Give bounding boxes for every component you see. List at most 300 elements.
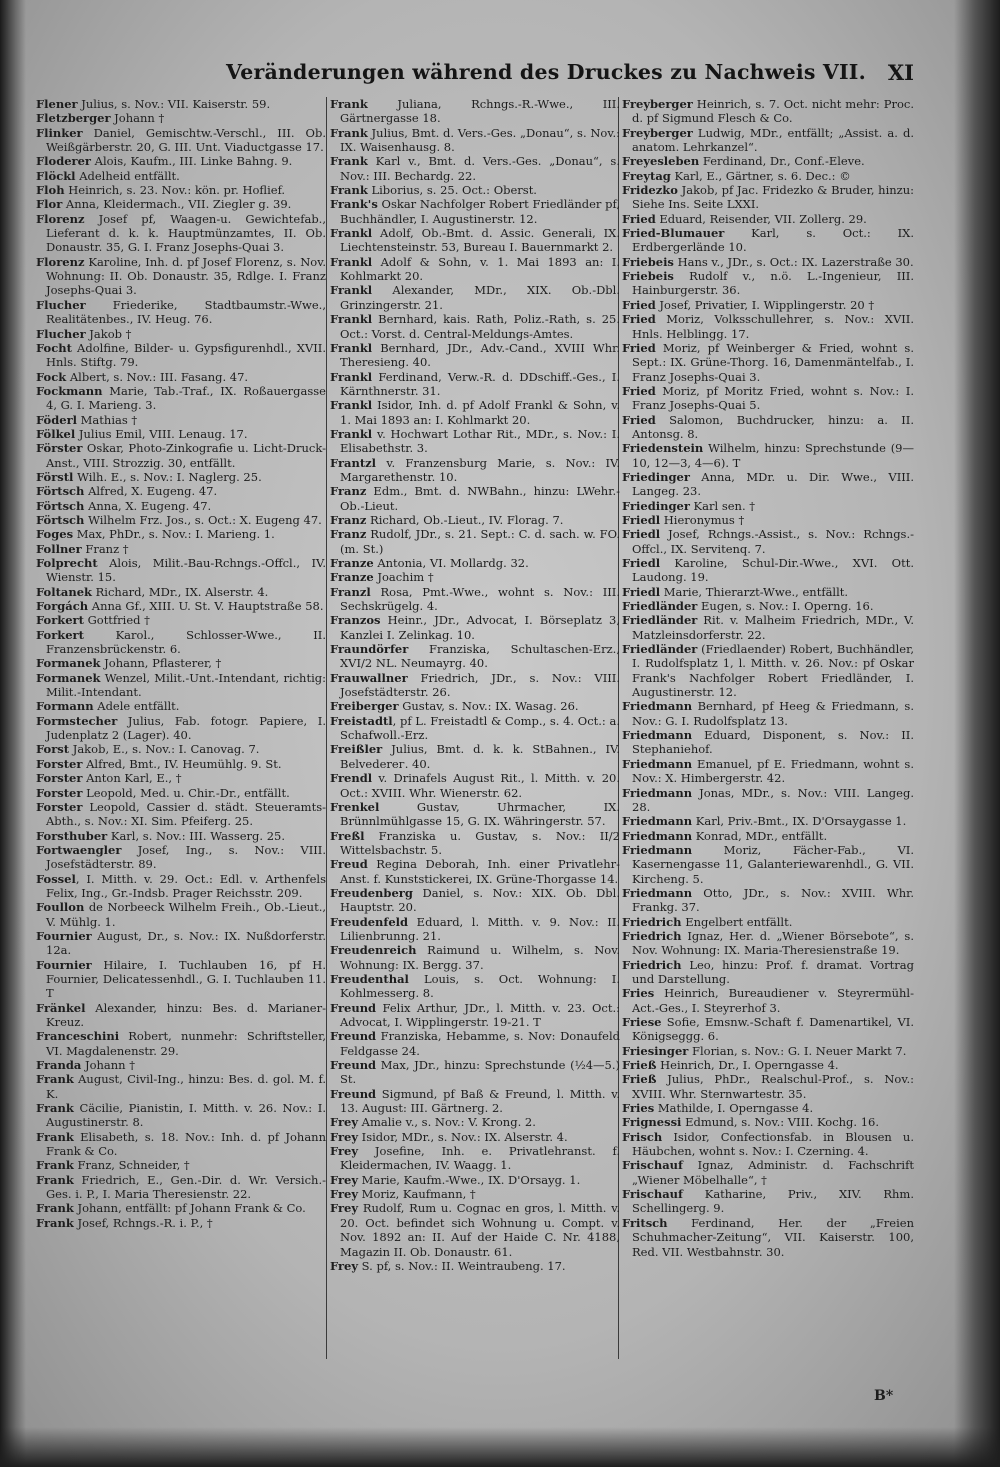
directory-entry	[330, 556, 620, 570]
entry-details: Alfred, X. Eugeng. 47.	[84, 484, 218, 499]
entry-surname: Frey	[330, 1258, 359, 1273]
entry-details: Johann, Pflasterer, †	[100, 656, 222, 671]
entry-details: Franz, Schneider, †	[73, 1158, 190, 1173]
entry-details: Anna, X. Eugeng. 47.	[84, 498, 212, 513]
entry-details: Friederike, Stadtbaumstr.-Wwe., Realitätenbes., IV. Heug. 76.	[46, 297, 326, 327]
directory-entry	[622, 915, 914, 929]
entry-details: Marie, Tab.-Traf., IX. Roßauergasse 4, G. I. Marieng. 3.	[46, 383, 326, 413]
directory-entry	[622, 312, 914, 341]
directory-entry	[36, 872, 326, 901]
entry-surname: Frendl	[330, 771, 373, 786]
entry-surname: Forkert	[36, 613, 84, 628]
entry-surname: Fournier	[36, 957, 92, 972]
directory-entry	[36, 384, 326, 413]
directory-entry	[36, 585, 326, 599]
directory-entry	[36, 212, 326, 255]
entry-details: Moriz, Kaufmann, †	[358, 1187, 476, 1202]
directory-entry	[622, 1115, 914, 1129]
directory-entry	[330, 1259, 620, 1273]
entry-surname: Fried	[622, 412, 656, 427]
directory-entry	[330, 886, 620, 915]
directory-entry	[36, 542, 326, 556]
directory-entry	[36, 1058, 326, 1072]
entry-surname: Fränkel	[36, 1000, 86, 1015]
entry-surname: Friedländer	[622, 642, 698, 657]
directory-entry	[330, 714, 620, 743]
directory-entry	[330, 771, 620, 800]
entry-details: Sofie, Emsnw.-Schaft f. Damenartikel, VI. Königseggg. 6.	[632, 1015, 914, 1044]
page-number: XI	[887, 60, 914, 85]
entry-details: Anna, Kleidermach., VII. Ziegler g. 39.	[62, 197, 292, 212]
entry-surname: Fries	[622, 986, 655, 1001]
entry-surname: Freyberger	[622, 125, 693, 140]
entry-details: Eugen, s. Nov.: I. Operng. 16.	[697, 599, 874, 614]
directory-entry	[622, 829, 914, 843]
entry-details: Edm., Bmt. d. NWBahn., hinzu: LWehr.-Ob.-Lieut.	[340, 484, 620, 513]
entry-details: Liborius, s. 25. Oct.: Oberst.	[367, 183, 537, 198]
directory-entry	[36, 470, 326, 484]
entry-details: Konrad, MDr., entfällt.	[692, 828, 828, 843]
directory-entry	[36, 786, 326, 800]
entries-column-2	[330, 97, 620, 1273]
entry-details: v. Drinafels August Rit., l. Mitth. v. 20. Oct.: XVIII. Whr. Wienerstr. 62.	[340, 771, 620, 800]
entry-details: Sigmund, pf Baß & Freund, l. Mitth. v. 13. August: III. Gärtnerg. 2.	[340, 1086, 620, 1116]
entry-details: Bernhard, pf Heeg & Friedmann, s. Nov.: G. I. Rudolfsplatz 13.	[632, 699, 914, 728]
entry-details: Ferdinand, Dr., Conf.-Eleve.	[699, 154, 865, 169]
directory-entry	[330, 915, 620, 944]
directory-entry	[36, 441, 326, 470]
directory-entry	[330, 226, 620, 255]
entry-details: Johann †	[110, 111, 165, 126]
entry-details: Alexander, MDr., XIX. Ob.-Dbl. Grinzingerstr. 21.	[340, 283, 620, 312]
entry-surname: Forkert	[36, 627, 84, 642]
entry-details: Wenzel, Milit.-Unt.-Intendant, richtig: Milit.-Intendant.	[46, 670, 326, 700]
directory-entry	[330, 398, 620, 427]
entry-surname: Florenz	[36, 254, 85, 269]
entry-surname: Franceschini	[36, 1029, 120, 1044]
entry-surname: Friedmann	[622, 785, 693, 800]
entry-details: Daniel, Gemischtw.-Verschl., III. Ob. Weißgärberstr. 20, G. III. Unt. Viaductgasse 17.	[46, 125, 326, 155]
entry-details: Otto, JDr., s. Nov.: XVIII. Whr. Frankg. 37.	[632, 885, 914, 915]
column-rule	[326, 97, 327, 1359]
entry-details: Jakob, E., s. Nov.: I. Canovag. 7.	[69, 742, 260, 757]
directory-entry	[330, 197, 620, 226]
entry-details: Felix Arthur, JDr., l. Mitth. v. 23. Oct.: Advocat, I. Wipplingerstr. 19-21. T	[340, 1000, 620, 1029]
directory-entry	[622, 843, 914, 886]
entry-surname: Forster	[36, 785, 83, 800]
entry-surname: Friedl	[622, 527, 661, 542]
entry-details: Alois, Kaufm., III. Linke Bahng. 9.	[91, 154, 293, 169]
directory-entry	[622, 183, 914, 212]
entry-details: Elisabeth, s. 18. Nov.: Inh. d. pf Johann Frank & Co.	[46, 1129, 326, 1159]
entry-surname: Friebeis	[622, 269, 674, 284]
directory-entry	[622, 642, 914, 699]
entry-surname: Friedinger	[622, 469, 690, 484]
directory-entry	[330, 154, 620, 183]
entry-surname: Frank	[330, 183, 368, 198]
entry-details: Rosa, Pmt.-Wwe., wohnt s. Nov.: III. Sechskrügelg. 4.	[340, 584, 620, 614]
entry-surname: Frey	[330, 1187, 359, 1202]
directory-entry	[36, 169, 326, 183]
entry-surname: Frey	[330, 1201, 359, 1216]
directory-entry	[622, 384, 914, 413]
entry-surname: Fock	[36, 369, 67, 384]
directory-entry	[36, 111, 326, 125]
directory-entry	[36, 699, 326, 713]
entry-details: Karl, E., Gärtner, s. 6. Dec.: ©	[670, 168, 851, 183]
directory-entry	[330, 456, 620, 485]
directory-entry	[330, 1173, 620, 1187]
entry-details: Julius, Bmt. d. Vers.-Ges. „Donau“, s. Nov.: IX. Waisenhausg. 8.	[340, 125, 620, 155]
directory-entry	[622, 699, 914, 728]
entry-surname: Frankl	[330, 283, 373, 298]
entry-surname: Folprecht	[36, 556, 98, 570]
entry-surname: Fries	[622, 1101, 655, 1116]
entry-surname: Frankl	[330, 398, 373, 413]
entry-surname: Foullon	[36, 900, 85, 915]
entry-details: Eduard, Disponent, s. Nov.: II. Stephaniehof.	[632, 728, 914, 757]
directory-entry	[36, 413, 326, 427]
directory-entry	[330, 1087, 620, 1116]
entry-details: Johann †	[81, 1058, 135, 1073]
directory-entry	[36, 757, 326, 771]
entry-details: Josef, Rchngs.-R. i. P., †	[73, 1215, 213, 1230]
entry-surname: Frankl	[330, 340, 373, 355]
entry-surname: Freund	[330, 1029, 377, 1044]
entry-surname: Friedenstein	[622, 441, 704, 456]
entry-surname: Fossel	[36, 871, 76, 886]
entry-details: Isidor, Inh. d. pf Adolf Frankl & Sohn, v. 1. Mai 1893 an: I. Kohlmarkt 20.	[340, 398, 620, 427]
directory-entry	[622, 169, 914, 183]
directory-entry	[36, 843, 326, 872]
entry-details: Hilaire, I. Tuchlauben 16, pf H. Fournier, Delicatessenhdl., G. I. Tuchlauben 11. T	[46, 957, 326, 1001]
entry-details: Oskar, Photo-Zinkografie u. Licht-Druck-Anst., VIII. Strozzig. 30, entfällt.	[46, 441, 326, 470]
entry-details: Leo, hinzu: Prof. f. dramat. Vortrag und Darstellung.	[632, 957, 914, 986]
directory-entry	[622, 1015, 914, 1044]
directory-entry	[330, 97, 620, 126]
directory-entry	[622, 413, 914, 442]
entries-column-1	[36, 97, 326, 1230]
directory-entry	[36, 1029, 326, 1058]
entry-surname: Fridezko	[622, 183, 678, 198]
page-header	[36, 60, 916, 90]
directory-entry	[36, 341, 326, 370]
entry-surname: Frank	[36, 1215, 74, 1230]
entry-details: Wilhelm, hinzu: Sprechstunde (9—10, 12—3, 4—6). T	[632, 441, 914, 470]
entry-surname: Follner	[36, 541, 82, 556]
entry-details: Rit. v. Malheim Friedrich, MDr., V. Matzleinsdorferstr. 22.	[632, 613, 914, 642]
directory-entry	[36, 829, 326, 843]
entry-details: Anton Karl, E., †	[82, 771, 182, 786]
entry-surname: Freistadtl	[330, 713, 393, 728]
directory-entry	[330, 255, 620, 284]
directory-entry	[36, 327, 326, 341]
entry-surname: Freund	[330, 1058, 377, 1073]
directory-entry	[36, 513, 326, 527]
directory-entry	[622, 226, 914, 255]
entry-surname: Flöckl	[36, 168, 76, 183]
entry-details: Bernhard, kais. Rath, Poliz.-Rath, s. 25. Oct.: Vorst. d. Central-Meldungs-Amtes.	[340, 312, 620, 341]
entry-surname: Fried-Blumauer	[622, 226, 725, 241]
entry-details: Regina Deborah, Inh. einer Privatlehr-Anst. f. Kunststickerei, IX. Grüne-Thorgasse 14.	[340, 857, 620, 886]
directory-entry	[622, 929, 914, 958]
entry-details: Julius Emil, VIII. Lenaug. 17.	[75, 426, 248, 441]
entry-details: Richard, MDr., IX. Alserstr. 4.	[91, 584, 269, 599]
entry-surname: Floderer	[36, 154, 91, 169]
entry-details: Juliana, Rchngs.-R.-Wwe., III. Gärtnergasse 18.	[340, 97, 620, 126]
entry-details: Anna Gf., XIII. U. St. V. Hauptstraße 58.	[88, 599, 324, 614]
entry-surname: Friedmann	[622, 814, 693, 829]
entry-surname: Foges	[36, 527, 74, 542]
entry-surname: Forster	[36, 799, 83, 814]
entry-surname: Friese	[622, 1015, 662, 1029]
entry-surname: Freßl	[330, 828, 365, 843]
entry-details: Karoline, Schul-Dir.-Wwe., XVI. Ott. Laudong. 19.	[632, 556, 914, 585]
entry-surname: Formstecher	[36, 713, 118, 728]
entry-surname: Friedinger	[622, 498, 690, 513]
entry-details: Marie, Kaufm.-Wwe., IX. D'Orsayg. 1.	[358, 1172, 581, 1187]
directory-entry	[330, 427, 620, 456]
entry-details: Johann, entfällt: pf Johann Frank & Co.	[73, 1201, 306, 1216]
directory-entry	[36, 1201, 326, 1215]
directory-entry	[36, 556, 326, 585]
entry-details: Alois, Milit.-Bau-Rchngs.-Offcl., IV. Wienstr. 15.	[46, 556, 326, 585]
entry-surname: Frey	[330, 1129, 359, 1144]
entry-surname: Frank	[330, 125, 368, 140]
entry-surname: Friedl	[622, 512, 661, 527]
entry-details: Gustav, s. Nov.: IX. Wasag. 26.	[398, 699, 579, 714]
entry-details: Moriz, Fächer-Fab., VI. Kasernengasse 11, Galanteriewarenhdl., G. VII. Kircheng. 5.	[632, 842, 914, 886]
directory-entry	[622, 212, 914, 226]
directory-entry	[622, 154, 914, 168]
entry-surname: Frank	[36, 1172, 74, 1187]
directory-entry	[36, 197, 326, 211]
directory-entry	[330, 527, 620, 556]
entry-surname: Fournier	[36, 928, 92, 943]
entry-details: Ignaz, Her. d. „Wiener Börsebote“, s. Nov. Wohnung: IX. Maria-Theresienstraße 19.	[632, 928, 914, 958]
directory-entry	[330, 642, 620, 671]
entry-details: Karl, s. Oct.: IX. Erdbergerlände 10.	[632, 226, 914, 255]
directory-entry	[36, 628, 326, 657]
entry-surname: Friedrich	[622, 957, 682, 972]
entry-details: Karl, s. Nov.: III. Wasserg. 25.	[107, 828, 285, 843]
directory-entry	[330, 1029, 620, 1058]
page-title: Veränderungen während des Druckes zu Nachweis VII.	[226, 60, 866, 84]
entry-surname: Fraundörfer	[330, 642, 409, 657]
entry-details: Gottfried †	[83, 613, 150, 628]
entry-surname: Freund	[330, 1000, 377, 1015]
directory-entry	[36, 1001, 326, 1030]
directory-entry	[622, 298, 914, 312]
entry-details: Adelheid entfällt.	[75, 168, 180, 183]
entry-surname: Friedmann	[622, 842, 693, 857]
entry-surname: Förtsch	[36, 512, 85, 527]
entry-surname: Förstl	[36, 469, 74, 484]
directory-entry	[622, 1216, 914, 1259]
directory-entry	[622, 585, 914, 599]
directory-entry	[330, 972, 620, 1001]
entry-details: Heinrich, s. 23. Nov.: kön. pr. Hoflief.	[64, 183, 286, 198]
entry-surname: Frischauf	[622, 1158, 683, 1173]
entry-details: Franz †	[81, 541, 129, 556]
entry-details: Joachim †	[373, 570, 434, 585]
entry-details: Hieronymus †	[660, 512, 745, 527]
entry-details: Edmund, s. Nov.: VIII. Kochg. 16.	[681, 1115, 880, 1130]
entry-surname: Flener	[36, 97, 78, 111]
entry-surname: Franzl	[330, 584, 371, 599]
entry-details: Moriz, pf Weinberger & Fried, wohnt s. Sept.: IX. Grüne-Thorg. 16, Damenmäntelfab., I. Franz Josephs-Quai 3.	[632, 340, 914, 384]
directory-entry	[36, 929, 326, 958]
entry-surname: Freißler	[330, 742, 383, 757]
directory-entry	[330, 671, 620, 700]
directory-entry	[36, 126, 326, 155]
entry-surname: Fockmann	[36, 383, 103, 398]
entry-details: Eduard, Reisender, VII. Zollerg. 29.	[655, 211, 867, 226]
entry-surname: Frankl	[330, 254, 373, 269]
entry-surname: Flucher	[36, 297, 86, 312]
directory-entry	[622, 1072, 914, 1101]
entry-details: August, Civil-Ing., hinzu: Bes. d. gol. M. f. K.	[46, 1072, 326, 1101]
entry-details: Karoline, Inh. d. pf Josef Florenz, s. Nov. Wohnung: II. Ob. Donaustr. 35, Rdlge. I. Franz Josephs-Quai 3.	[46, 254, 326, 298]
entry-details: Ignaz, Administr. d. Fachschrift „Wiener Möbelhalle“, †	[632, 1158, 914, 1187]
entry-details: Raimund u. Wilhelm, s. Nov. Wohnung: IX. Bergg. 37.	[340, 943, 620, 972]
entry-details: Alfred, Bmt., IV. Heumühlg. 9. St.	[82, 756, 282, 771]
entry-surname: Frank	[330, 154, 368, 169]
entry-surname: Franz	[330, 484, 367, 499]
entry-details: Heinrich, s. 7. Oct. nicht mehr: Proc. d. pf Sigmund Flesch & Co.	[632, 97, 914, 126]
directory-entry	[330, 370, 620, 399]
entry-details: v. Hochwart Lothar Rit., MDr., s. Nov.: I. Elisabethstr. 3.	[340, 426, 620, 456]
entry-surname: Franze	[330, 556, 374, 570]
directory-entry	[36, 900, 326, 929]
entry-surname: Friedmann	[622, 885, 693, 900]
entry-details: Josef, Privatier, I. Wipplingerstr. 20 †	[655, 297, 875, 312]
entry-details: Moriz, pf Moritz Fried, wohnt s. Nov.: I. Franz Josephs-Quai 5.	[632, 383, 914, 413]
entry-surname: Forsthuber	[36, 828, 108, 843]
entry-surname: Freund	[330, 1086, 377, 1101]
entry-details: Jakob, pf Jac. Fridezko & Bruder, hinzu: Siehe Ins. Seite LXXI.	[632, 183, 914, 212]
directory-entry	[622, 1101, 914, 1115]
entry-surname: Frieß	[622, 1058, 657, 1073]
directory-entry	[36, 183, 326, 197]
directory-entry	[330, 312, 620, 341]
directory-entry	[36, 484, 326, 498]
directory-entry	[330, 1058, 620, 1087]
directory-entry	[330, 613, 620, 642]
entry-details: Karol., Schlosser-Wwe., II. Franzensbrückenstr. 6.	[46, 627, 326, 657]
entry-details: Friedrich, E., Gen.-Dir. d. Wr. Versich.-Ges. i. P., I. Maria Theresienstr. 22.	[46, 1172, 326, 1202]
entry-surname: Frey	[330, 1172, 359, 1187]
entry-details: Julius, s. Nov.: VII. Kaiserstr. 59.	[77, 97, 271, 111]
entry-surname: Friedmann	[622, 756, 693, 771]
entry-surname: Franzos	[330, 613, 381, 628]
entry-surname: Föderl	[36, 412, 77, 427]
entry-surname: Frenkel	[330, 799, 380, 814]
entry-details: Josefine, Inh. e. Privatlehranst. f. Kleidermachen, IV. Waagg. 1.	[340, 1144, 620, 1173]
entry-details: Josef, Rchngs.-Assist., s. Nov.: Rchngs.-Offcl., IX. Servitenq. 7.	[632, 527, 914, 556]
entry-surname: Freiberger	[330, 699, 399, 714]
entry-surname: Frey	[330, 1144, 359, 1159]
entry-surname: Forgách	[36, 599, 89, 614]
entry-surname: Formanek	[36, 670, 101, 685]
entry-surname: Frank's	[330, 197, 378, 212]
page-edge-right	[954, 0, 1000, 1467]
entry-details: Jonas, MDr., s. Nov.: VIII. Langeg. 28.	[632, 785, 914, 814]
directory-entry	[622, 886, 914, 915]
entry-details: Karl sen. †	[689, 498, 756, 513]
directory-entry	[330, 800, 620, 829]
entry-details: Jakob †	[85, 326, 132, 341]
directory-entry	[36, 1158, 326, 1172]
directory-entry	[330, 585, 620, 614]
directory-entry	[330, 1201, 620, 1258]
entry-surname: Franze	[330, 570, 374, 585]
directory-entry	[36, 97, 326, 111]
entry-surname: Forster	[36, 756, 83, 771]
directory-entry	[36, 298, 326, 327]
entry-details: Robert, nunmehr: Schriftsteller, VI. Magdalenenstr. 29.	[46, 1029, 326, 1058]
entry-details: Oskar Nachfolger Robert Friedländer pf, Buchhändler, I. Augustinerstr. 12.	[340, 197, 620, 226]
entry-surname: Flor	[36, 197, 63, 212]
entry-surname: Fried	[622, 383, 656, 398]
entry-details: Bernhard, JDr., Adv.-Cand., XVIII Whr. Theresieng. 40.	[340, 340, 620, 370]
directory-entry	[36, 714, 326, 743]
entry-details: Isidor, MDr., s. Nov.: IX. Alserstr. 4.	[358, 1129, 568, 1144]
directory-entry	[330, 341, 620, 370]
directory-entry	[622, 786, 914, 815]
entry-details: Josef pf, Waagen-u. Gewichtefab., Lieferant d. k. k. Hauptmünzamtes, II. Ob. Donaustr. 35, G. I. Franz Josephs-Quai 3.	[46, 211, 326, 255]
entry-surname: Friedländer	[622, 599, 698, 614]
entry-details: Ferdinand, Verw.-R. d. DDschiff.-Ges., I. Kärnthnerstr. 31.	[340, 369, 620, 398]
entry-details: Katharine, Priv., XIV. Rhm. Schellingerg. 9.	[632, 1187, 914, 1216]
entry-surname: Friedl	[622, 584, 661, 599]
entry-surname: Frischauf	[622, 1187, 683, 1202]
entry-surname: Foltanek	[36, 584, 92, 599]
directory-entry	[330, 699, 620, 713]
directory-entry	[36, 613, 326, 627]
entry-details: v. Franzensburg Marie, s. Nov.: IV. Margarethenstr. 10.	[340, 455, 620, 484]
entry-details: Daniel, s. Nov.: XIX. Ob. Dbl. Hauptstr. 20.	[340, 885, 620, 915]
entry-surname: Friedmann	[622, 728, 693, 743]
directory-entry	[622, 757, 914, 786]
entry-surname: Förster	[36, 441, 83, 456]
entry-details: Alexander, hinzu: Bes. d. Marianer-Kreuz.	[46, 1000, 326, 1029]
entry-surname: Flucher	[36, 326, 86, 341]
entry-surname: Fried	[622, 297, 656, 312]
printer-signature-mark: B*	[874, 1388, 894, 1404]
entry-details: Engelbert entfällt.	[681, 914, 793, 929]
entry-surname: Frank	[36, 1101, 74, 1116]
directory-entry	[622, 1130, 914, 1159]
entry-details: Adolf & Sohn, v. 1. Mai 1893 an: I. Kohlmarkt 20.	[340, 254, 620, 284]
entry-details: Friedrich, JDr., s. Nov.: VIII. Josefstädterstr. 26.	[340, 670, 620, 700]
entry-surname: Formann	[36, 699, 94, 714]
directory-entry	[330, 1187, 620, 1201]
entry-details: Anna, MDr. u. Dir. Wwe., VIII. Langeg. 23.	[632, 469, 914, 499]
directory-entry	[622, 814, 914, 828]
entry-details: de Norbeeck Wilhelm Freih., Ob.-Lieut., V. Mühlg. 1.	[46, 900, 326, 929]
directory-entry	[622, 599, 914, 613]
entry-details: Wilhelm Frz. Jos., s. Oct.: X. Eugeng 47.	[84, 512, 322, 527]
entry-surname: Fried	[622, 211, 656, 226]
directory-entry	[36, 499, 326, 513]
directory-entry	[330, 943, 620, 972]
entry-details: Ludwig, MDr., entfällt; „Assist. a. d. anatom. Lehrkanzel“.	[632, 125, 914, 155]
entry-surname: Florenz	[36, 211, 85, 226]
directory-entry	[330, 1115, 620, 1129]
entry-details: Rudolf, Rum u. Cognac en gros, l. Mitth. v. 20. Oct. befindet sich Wohnung u. Compt. v. Nov. 1892 an: II. Auf der Haide C. Nr. 4188, Magazin II. Ob. Donaustr. 61.	[340, 1201, 620, 1259]
entry-surname: Fletzberger	[36, 111, 111, 126]
